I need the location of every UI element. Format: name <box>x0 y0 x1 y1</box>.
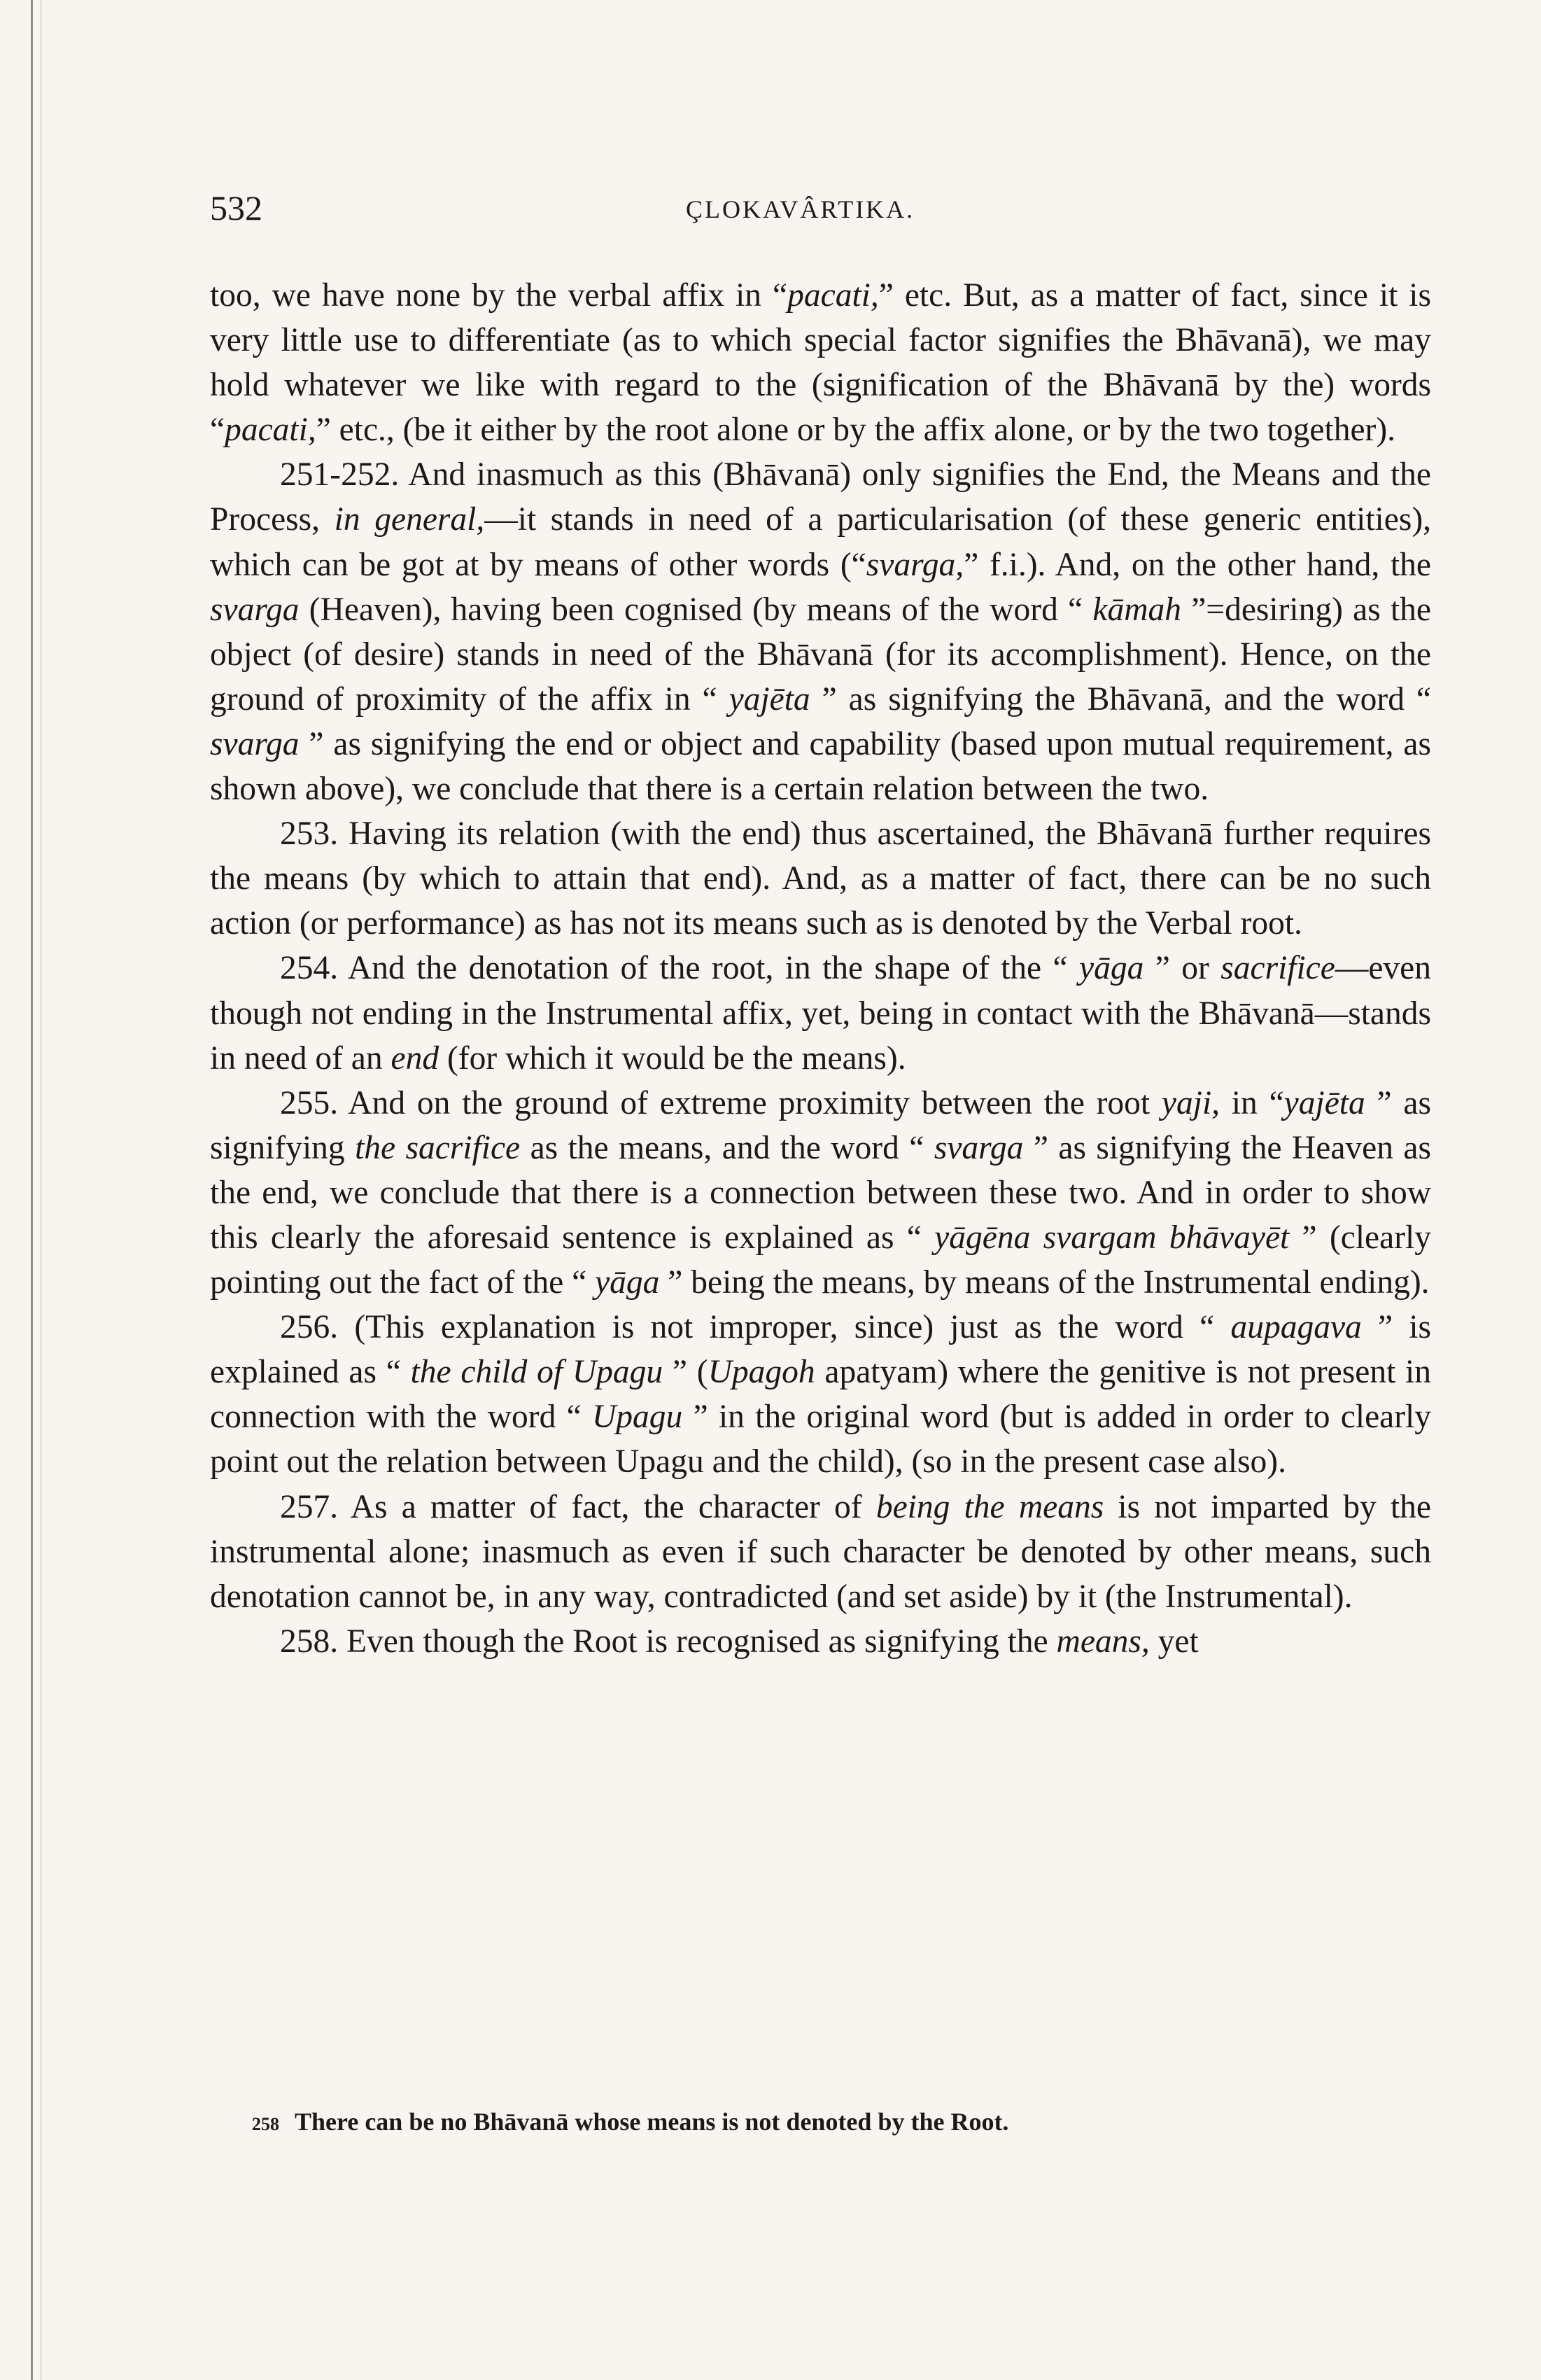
italic-term: means, <box>1056 1623 1150 1660</box>
italic-term: sacrifice <box>1220 950 1335 987</box>
italic-term: yāgēna svargam bhāvayēt <box>934 1219 1290 1256</box>
text-run: And inasmuch as this (Bhāvanā) only signifies the End, the Means and the Process, <box>210 456 1431 538</box>
text-run: As a matter of fact, the character of <box>338 1488 876 1525</box>
text-run: ” ( <box>663 1354 708 1391</box>
paragraph-number: 256. <box>280 1309 339 1346</box>
paragraph-251-252 <box>210 452 1431 811</box>
paragraph-253 <box>210 811 1431 946</box>
text-run: ” etc. But, as a matter of fact, since it is very little use to differentiate (as to which special factor signifies the Bhāvanā), we may hold whatever we like with regard to the (signification of the Bhāvanā by the) words “ <box>210 277 1431 449</box>
text-run: as the means, and the word “ <box>520 1129 934 1166</box>
running-title: ÇLOKAVÂRTIKA. <box>686 195 915 223</box>
text-run: yet <box>1149 1623 1199 1660</box>
text-run: (Heaven), having been cognised (by means of the word “ <box>299 591 1093 628</box>
body-text <box>210 273 1431 1664</box>
text-run: ” as signifying the Bhāvanā, and the word “ <box>810 680 1431 718</box>
text-run: —even though not ending in the Instrumental affix, yet, being in contact with the Bhāvanā—stands in need of an <box>210 950 1432 1077</box>
text-run: ”=desiring) as the object (of desire) stands in need of the Bhāvanā (for its accomplishment). Hence, on the ground of proximity of the affix in “ <box>210 591 1431 718</box>
italic-term: yajēta <box>1283 1084 1365 1121</box>
text-run: ” (clearly pointing out the fact of the “ <box>210 1219 1431 1301</box>
text-run: And the denotation of the root, in the shape of the “ <box>338 950 1080 987</box>
italic-term: yajēta <box>729 680 810 718</box>
italic-term: yāga <box>1079 950 1144 987</box>
italic-term: Upagu <box>591 1399 683 1436</box>
text-run: ” in the original word (but is added in order to clearly point out the relation between Upagu and the child), (so in the present case also). <box>210 1399 1432 1480</box>
text-run: (This explanation is not improper, since) just as the word “ <box>338 1309 1231 1346</box>
italic-term: the sacrifice <box>355 1129 521 1166</box>
page-number: 532 <box>210 188 262 227</box>
footnote <box>252 2107 1442 2136</box>
text-run: ” as signifying the end or object and capability (based upon mutual requirement, as shown above), we conclude that there is a certain relation between the two. <box>210 725 1431 808</box>
italic-term: svarga <box>210 725 300 762</box>
italic-term: aupagava <box>1230 1309 1362 1346</box>
italic-term: yāga <box>595 1264 660 1301</box>
text-run: ” is explained as “ <box>210 1309 1432 1391</box>
paragraph-255 <box>210 1081 1431 1305</box>
paragraph-number: 254. <box>280 950 339 987</box>
italic-term: svarga <box>934 1129 1024 1166</box>
text-run: ” or <box>1144 950 1221 987</box>
italic-term: Upagoh <box>708 1354 815 1391</box>
text-run: —it stands in need of a particularisation (of these generic entities), which can be got at by means of other words (“ <box>210 501 1432 583</box>
text-run: ” as signifying <box>210 1084 1431 1166</box>
paragraph-number: 253. <box>280 816 339 853</box>
text-run: Even though the Root is recognised as signifying the <box>338 1623 1057 1660</box>
paragraph-254 <box>210 946 1431 1080</box>
paragraph-258 <box>210 1619 1431 1664</box>
text-run: ” being the means, by means of the Instrumental ending). <box>659 1264 1430 1301</box>
footnote-text: There can be no Bhāvanā whose means is not denoted by the Root. <box>295 2108 1009 2136</box>
italic-term: pacati, <box>787 277 879 314</box>
italic-term: in general, <box>334 501 485 538</box>
paragraph-number: 257. <box>280 1488 339 1525</box>
footnote-number: 258 <box>252 2114 279 2134</box>
text-run: ” f.i.). And, on the other hand, the <box>964 546 1432 583</box>
text-run: And on the ground of extreme proximity between the root <box>338 1084 1162 1121</box>
italic-term: svarga, <box>866 546 964 583</box>
text-run: ” as signifying the Heaven as the end, we conclude that there is a connection between these two. And in order to show this clearly the aforesaid sentence is explained as “ <box>210 1129 1432 1256</box>
text-run: in “ <box>1220 1084 1284 1121</box>
italic-term: kāmah <box>1092 591 1181 628</box>
paragraph-number: 251-252. <box>280 456 400 493</box>
text-run: is not imparted by the instrumental alone; inasmuch as even if such character be denoted by other means, such denotation cannot be, in any way, contradicted (and set aside) by it (the Instrumental). <box>210 1488 1432 1615</box>
scan-margin-line <box>31 0 33 2380</box>
text-run: (for which it would be the means). <box>439 1040 906 1077</box>
paragraph-number: 255. <box>280 1084 339 1121</box>
text-run: ” etc., (be it either by the root alone or by the affix alone, or by the two together). <box>316 412 1396 449</box>
paragraph-256 <box>210 1305 1431 1484</box>
italic-term: pacati, <box>225 412 316 449</box>
italic-term: end <box>390 1040 439 1077</box>
page-header <box>210 188 1428 244</box>
text-run: Having its relation (with the end) thus ascertained, the Bhāvanā further requires the means (by which to attain that end). And, as a matter of fact, there can be no such action (or performance) as has not its means such as is denoted by the Verbal root. <box>210 816 1431 942</box>
paragraph-257 <box>210 1485 1431 1619</box>
paragraph-continued <box>210 273 1431 452</box>
text-run: apatyam) where the genitive is not present in connection with the word “ <box>210 1354 1431 1436</box>
italic-term: the child of Upagu <box>410 1354 663 1391</box>
italic-term: being the means <box>875 1488 1104 1525</box>
text-run: too, we have none by the verbal affix in “ <box>210 277 788 314</box>
italic-term: svarga <box>210 591 300 628</box>
paragraph-number: 258. <box>280 1623 339 1660</box>
italic-term: yaji, <box>1161 1084 1220 1121</box>
